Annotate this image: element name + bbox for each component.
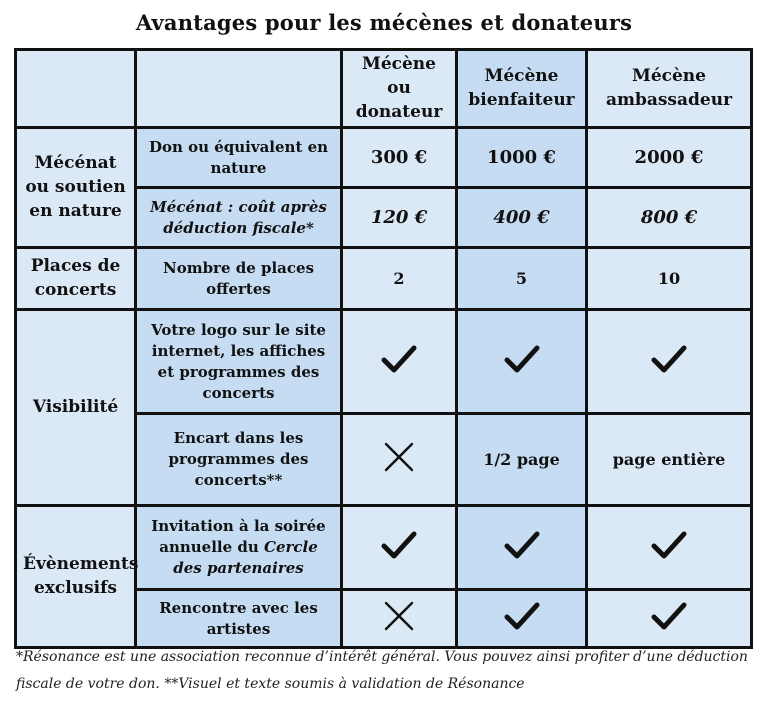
header-empty-cell: [136, 50, 342, 128]
value-cout-donateur: 120 €: [342, 188, 457, 248]
invitation-label-text: Invitation à la soirée annuelle du: [151, 517, 326, 557]
check-icon: [381, 359, 417, 378]
column-header-mecene-ambassadeur: Mécène ambassadeur: [587, 50, 752, 128]
value-rencontre-donateur: [342, 590, 457, 648]
page-title: Avantages pour les mécènes et donateurs: [135, 10, 633, 35]
row-label-invitation: [136, 506, 342, 590]
category-mecenat: Mécénat ou soutien en nature: [16, 128, 136, 248]
value-logo-ambassadeur: [587, 310, 752, 414]
row-label-logo: Votre logo sur le site internet, les affiches et programmes des concerts: [136, 310, 342, 414]
check-icon: [651, 616, 687, 635]
check-icon: [504, 359, 540, 378]
category-visibilite: Visibilité: [16, 310, 136, 506]
row-label-places: Nombre de places offertes: [136, 248, 342, 310]
category-places: Places de concerts: [16, 248, 136, 310]
benefits-table: [14, 48, 753, 649]
check-icon: [504, 545, 540, 564]
value-places-bienfaiteur: 5: [457, 248, 587, 310]
cercle-partenaires-text: Cercle des partenaires: [173, 538, 318, 578]
check-icon: [651, 545, 687, 564]
value-don-ambassadeur: 2000 €: [587, 128, 752, 188]
row-label-rencontre: Rencontre avec les artistes: [136, 590, 342, 648]
value-cout-ambassadeur: 800 €: [587, 188, 752, 248]
column-header-mecene-donateur: Mécène ou donateur: [342, 50, 457, 128]
value-don-bienfaiteur: 1000 €: [457, 128, 587, 188]
column-header-mecene-bienfaiteur: Mécène bienfaiteur: [457, 50, 587, 128]
check-icon: [381, 545, 417, 564]
value-cout-bienfaiteur: 400 €: [457, 188, 587, 248]
value-places-donateur: 2: [342, 248, 457, 310]
row-label-cout-deduction: Mécénat : coût après déduction fiscale*: [136, 188, 342, 248]
value-rencontre-ambassadeur: [587, 590, 752, 648]
value-invitation-ambassadeur: [587, 506, 752, 590]
row-label-don: Don ou équivalent en nature: [136, 128, 342, 188]
category-evenements: Évènements exclusifs: [16, 506, 136, 648]
value-encart-donateur: [342, 414, 457, 506]
cross-icon: [381, 457, 417, 476]
value-rencontre-bienfaiteur: [457, 590, 587, 648]
check-icon: [651, 359, 687, 378]
cross-icon: [381, 616, 417, 635]
check-icon: [504, 616, 540, 635]
value-invitation-bienfaiteur: [457, 506, 587, 590]
value-don-donateur: 300 €: [342, 128, 457, 188]
value-invitation-donateur: [342, 506, 457, 590]
value-places-ambassadeur: 10: [587, 248, 752, 310]
header-empty-cell: [16, 50, 136, 128]
value-encart-ambassadeur: page entière: [587, 414, 752, 506]
row-label-encart: Encart dans les programmes des concerts**: [136, 414, 342, 506]
footnote: *Résonance est une association reconnue d’intérêt général. Vous pouvez ainsi profiter d’une déduction fiscale de votre don. **Visuel et texte soumis à validation de Résonance: [16, 649, 748, 692]
value-logo-donateur: [342, 310, 457, 414]
value-encart-bienfaiteur: 1/2 page: [457, 414, 587, 506]
value-logo-bienfaiteur: [457, 310, 587, 414]
